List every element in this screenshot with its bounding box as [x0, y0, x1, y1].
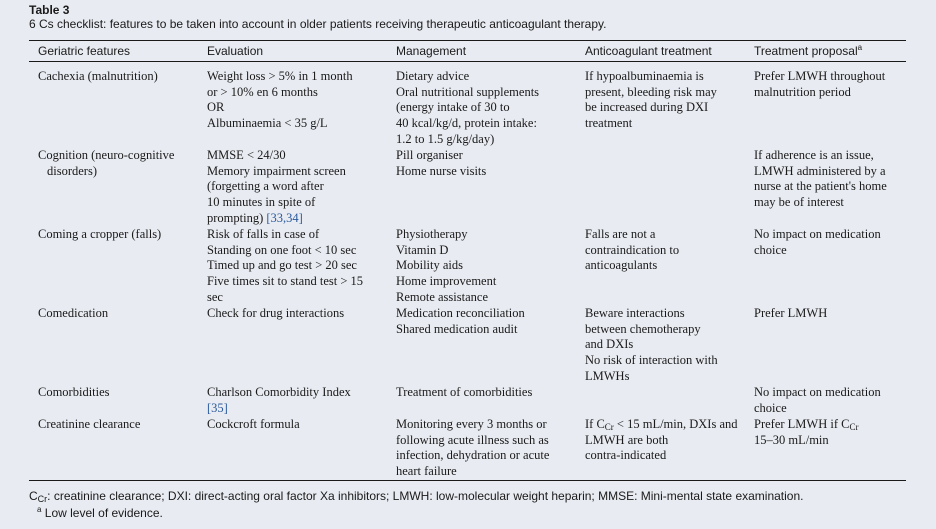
table-label: Table 3	[29, 3, 70, 17]
row-comedication-feature: Comedication	[38, 306, 109, 320]
row-falls-management: Physiotherapy Vitamin D Mobility aids Home improvement Remote assistance	[396, 227, 497, 304]
row-creatinine-evaluation: Cockcroft formula	[207, 417, 300, 431]
row-cognition-management: Pill organiser Home nurse visits	[396, 148, 487, 178]
footnote-a-marker: a	[857, 43, 863, 52]
table-caption: 6 Cs checklist: features to be taken into account in older patients receiving therapeutic anticoagulant therapy.	[29, 17, 607, 31]
row-cachexia-anticoag: If hypoalbuminaemia is present, bleeding risk may be increased during DXI treatment	[585, 69, 717, 131]
header-rule	[29, 61, 906, 62]
row-comorbidities-management: Treatment of comorbidities	[396, 385, 533, 399]
top-rule	[29, 40, 906, 41]
reference-link[interactable]: [35]	[207, 400, 228, 415]
row-cognition-proposal: If adherence is an issue, LMWH administered by a nurse at the patient's home may be of interest	[754, 148, 887, 210]
row-cachexia-proposal: Prefer LMWH throughout malnutrition period	[754, 69, 886, 99]
reference-link[interactable]: [33,34]	[266, 210, 303, 225]
header-treatment-proposal: Treatment proposal$^a$	[754, 43, 863, 58]
bottom-rule	[29, 480, 906, 481]
row-cognition-evaluation: MMSE < 24/30 Memory impairment screen (forgetting a word after 10 minutes in spite of prompting) [33,34]	[207, 148, 346, 225]
header-evaluation: Evaluation	[207, 44, 264, 58]
row-creatinine-anticoag: If $C_{Cr} < 15$ mL/min, DXIs and LMWH are both contra-indicated	[585, 417, 738, 463]
row-comedication-management: Medication reconciliation Shared medication audit	[396, 306, 525, 336]
row-falls-anticoag: Falls are not a contraindication to anticoagulants	[585, 227, 680, 273]
row-cachexia-feature: Cachexia (malnutrition)	[38, 69, 158, 83]
row-comedication-proposal: Prefer LMWH	[754, 306, 828, 320]
header-management: Management	[396, 44, 467, 58]
header-anticoagulant-treatment: Anticoagulant treatment	[585, 44, 712, 58]
row-falls-feature: Coming a cropper (falls)	[38, 227, 162, 241]
row-comorbidities-feature: Comorbidities	[38, 385, 110, 399]
footnote-abbreviations: $C_{Cr}$: creatinine clearance; DXI: direct-acting oral factor Xa inhibitors; LMWH: low-molecular weight heparin; MMSE: Mini-mental state examination.	[29, 489, 804, 504]
row-cachexia-management: Dietary advice Oral nutritional supplements (energy intake of 30 to 40 kcal/kg/d, protein intake: 1.2 to 1.5 g/kg/day)	[396, 69, 540, 146]
row-creatinine-proposal: Prefer LMWH if $C_{Cr}$ 15–30 mL/min	[754, 417, 859, 447]
footnote-evidence: $^a$ Low level of evidence.	[37, 505, 163, 520]
row-comorbidities-proposal: No impact on medication choice	[754, 385, 881, 415]
row-falls-evaluation: Risk of falls in case of Standing on one foot < 10 sec Timed up and go test > 20 sec Five times sit to stand test > 15 sec	[207, 227, 364, 304]
header-geriatric-features: Geriatric features	[38, 44, 131, 58]
row-cachexia-evaluation: Weight loss > 5% in 1 month or > 10% en 6 months OR Albuminaemia < 35 g/L	[207, 69, 353, 131]
row-falls-proposal: No impact on medication choice	[754, 227, 881, 257]
row-creatinine-feature: Creatinine clearance	[38, 417, 141, 431]
row-creatinine-management: Monitoring every 3 months or following acute illness such as infection, dehydration or acute heart failure	[396, 417, 550, 479]
row-comedication-evaluation: Check for drug interactions	[207, 306, 345, 320]
row-comorbidities-evaluation: Charlson Comorbidity Index [35]	[207, 385, 351, 415]
row-cognition-feature: Cognition (neuro-cognitive disorders)	[38, 148, 175, 178]
row-comedication-anticoag: Beware interactions between chemotherapy and DXIs No risk of interaction with LMWHs	[585, 306, 718, 383]
